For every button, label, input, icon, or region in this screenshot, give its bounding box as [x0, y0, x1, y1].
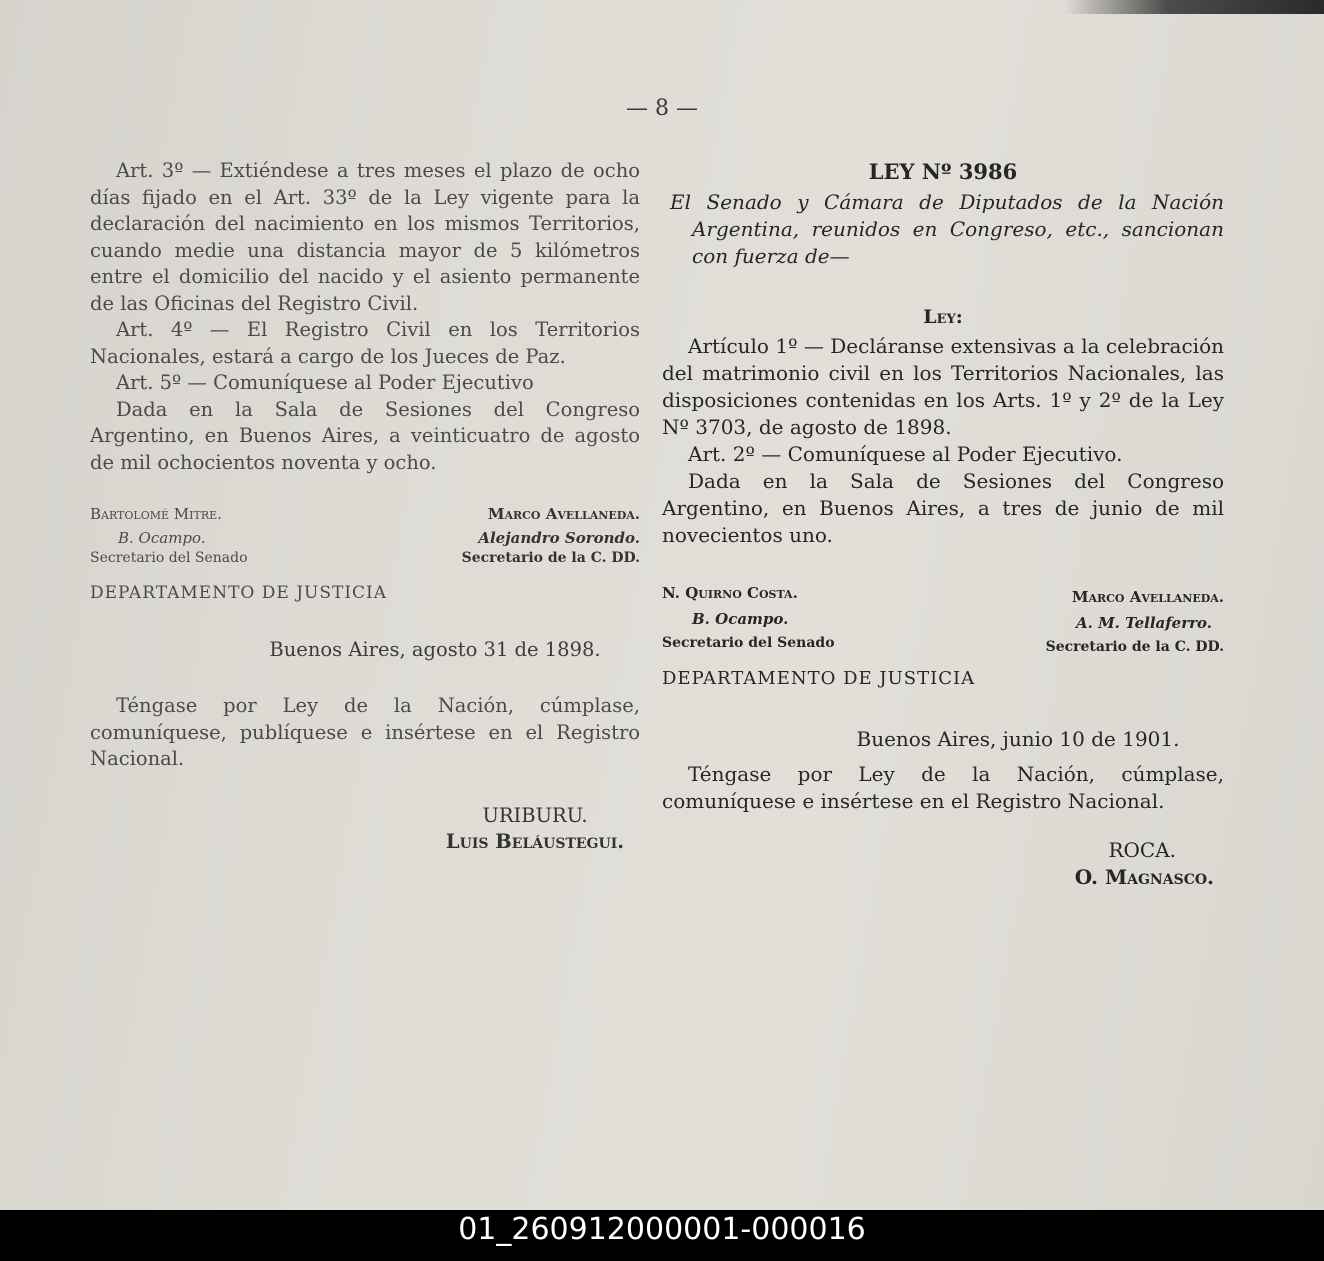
right-art2: Art. 2º — Comuníquese al Poder Ejecutivo.	[688, 442, 1123, 466]
image-id-caption: 01_260912000001-000016	[458, 1212, 866, 1247]
page-number: — 8 —	[626, 96, 698, 121]
ley-heading: Ley:	[923, 306, 963, 328]
right-sig-senate-secretary: B. Ocampo.	[692, 610, 789, 628]
right-column	[662, 158, 1224, 891]
left-art4: Art. 4º — El Registro Civil en los Territorios Nacionales, estará a cargo de los Jueces de Paz.	[90, 318, 640, 368]
right-department: DEPARTAMENTO DE JUSTICIA	[662, 668, 976, 689]
law-title: LEY Nº 3986	[868, 159, 1018, 184]
left-signatures	[90, 504, 640, 568]
left-sig-senate-name: Bartolomé Mitre.	[90, 505, 222, 523]
left-signer-2: Luis Beláustegui.	[445, 830, 625, 853]
right-sig-senate-title: Secretario del Senado	[662, 635, 835, 651]
left-sig-deputies	[462, 504, 640, 568]
right-signer-1: ROCA.	[1108, 838, 1176, 862]
right-signer-2: O. Magnasco.	[1074, 865, 1214, 889]
right-sig-senate	[662, 583, 835, 657]
left-sig-deputies-secretary: Alejandro Sorondo.	[478, 529, 640, 547]
left-art3: Art. 3º — Extiéndese a tres meses el plazo de ocho días fijado en el Art. 33º de la Ley vigente para la declaración del nacimiento en los mismos Territorios, cuando medie una distancia mayor de 5 kilómetros entre el domicilio del nacido y el asiento permanente de las Oficinas del Registro Civil.	[90, 159, 640, 315]
left-sig-deputies-title: Secretario de la C. DD.	[461, 550, 640, 566]
right-date: Buenos Aires, junio 10 de 1901.	[856, 727, 1180, 751]
left-signer-1: URIBURU.	[482, 803, 588, 827]
left-sig-senate	[90, 504, 248, 568]
scan-edge-shadow	[1064, 0, 1324, 14]
right-sig-deputies-secretary: A. M. Tellaferro.	[1076, 614, 1212, 632]
right-sig-deputies-title: Secretario de la C. DD.	[1045, 639, 1224, 655]
left-art5: Art. 5º — Comuníquese al Poder Ejecutivo	[116, 371, 534, 394]
left-column	[90, 158, 640, 856]
left-sig-senate-title: Secretario del Senado	[90, 550, 248, 566]
left-dada: Dada en la Sala de Sesiones del Congreso Argentino, en Buenos Aires, a veinticuatro de agosto de mil ochocientos noventa y ocho.	[90, 397, 640, 474]
left-tengase: Téngase por Ley de la Nación, cúmplase, comuníquese, publíquese e insértese en el Registro Nacional.	[90, 694, 640, 770]
left-date: Buenos Aires, agosto 31 de 1898.	[269, 637, 601, 661]
right-tengase: Téngase por Ley de la Nación, cúmplase, comuníquese e insértese en el Registro Nacional.	[662, 762, 1224, 813]
right-sig-senate-name: N. Quirno Costa.	[662, 584, 798, 602]
left-department: DEPARTAMENTO DE JUSTICIA	[90, 583, 388, 603]
right-dada: Dada en la Sala de Sesiones del Congreso Argentino, en Buenos Aires, a tres de junio de mil novecientos uno.	[662, 469, 1224, 547]
law-preamble: El Senado y Cámara de Diputados de la Nación Argentina, reunidos en Congreso, etc., sancionan con fuerza de—	[670, 190, 1224, 268]
right-art1: Artículo 1º — Decláranse extensivas a la celebración del matrimonio civil en los Territorios Nacionales, las disposiciones contenidas en los Arts. 1º y 2º de la Ley Nº 3703, de agosto de 1898.	[662, 334, 1224, 439]
right-signatures	[662, 583, 1224, 657]
right-sig-deputies-name: Marco Avellaneda.	[1071, 588, 1224, 606]
left-sig-deputies-name: Marco Avellaneda.	[487, 505, 640, 523]
right-sig-deputies	[1046, 587, 1224, 657]
left-sig-senate-secretary: B. Ocampo.	[118, 529, 206, 547]
